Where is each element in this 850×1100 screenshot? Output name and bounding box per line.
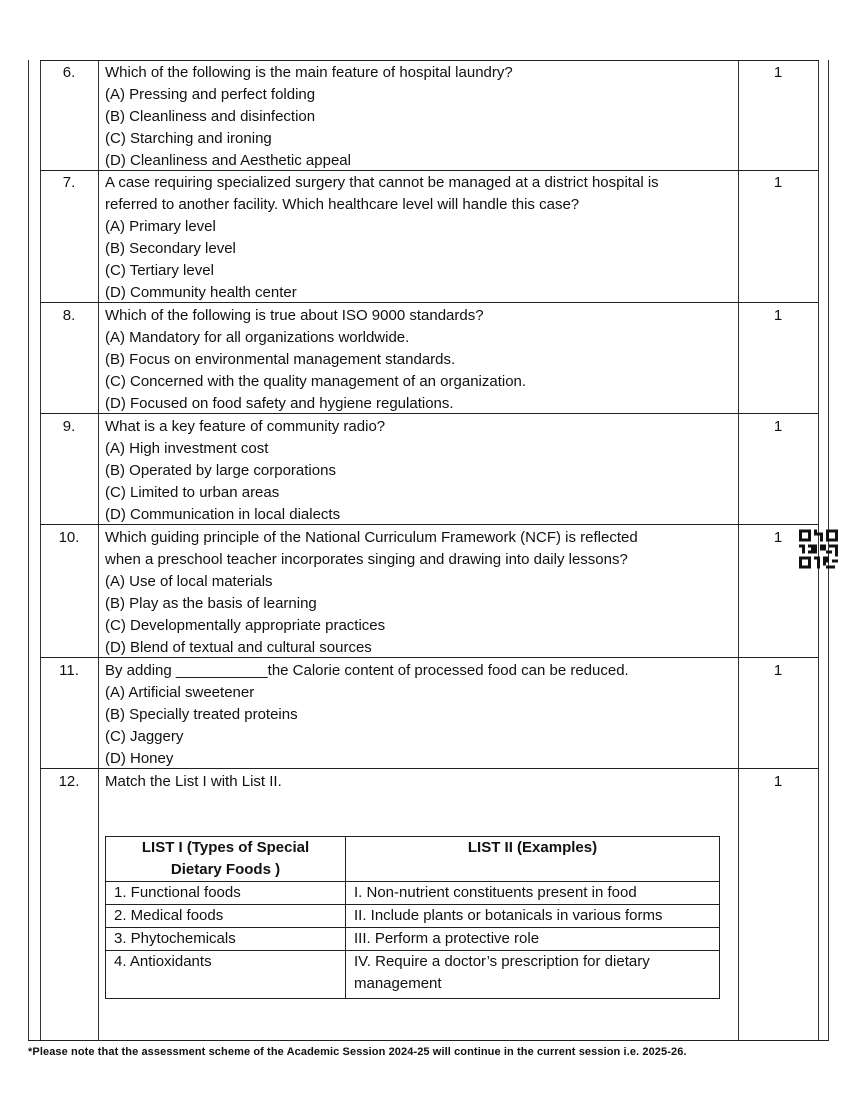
- question-marks: 1: [773, 307, 783, 324]
- question-body: [105, 771, 735, 793]
- option: (B) Cleanliness and disinfection: [105, 108, 316, 125]
- question-text: Which of the following is the main feature of hospital laundry?: [105, 64, 513, 81]
- question-text: A case requiring specialized surgery that cannot be managed at a district hospital is: [105, 174, 659, 191]
- question-row: [40, 303, 818, 414]
- option: (B) Specially treated proteins: [105, 706, 298, 723]
- question-marks: 1: [773, 773, 783, 790]
- question-text-continued: referred to another facility. Which healthcare level will handle this case?: [105, 196, 580, 213]
- list-2-item: III. Perform a protective role: [346, 928, 720, 951]
- option: (B) Focus on environmental management standards.: [105, 351, 456, 368]
- question-text: What is a key feature of community radio?: [105, 418, 386, 435]
- question-marks: 1: [773, 418, 783, 435]
- option: (C) Starching and ironing: [105, 130, 272, 147]
- match-table-row: [106, 905, 720, 928]
- option: (D) Community health center: [105, 284, 297, 301]
- question-text: Which guiding principle of the National Curriculum Framework (NCF) is reflected: [105, 529, 638, 546]
- question-marks: 1: [773, 64, 783, 81]
- option: (B) Play as the basis of learning: [105, 595, 317, 612]
- match-table-row: [106, 882, 720, 905]
- frame-bottom: [28, 1040, 829, 1041]
- option: (C) Developmentally appropriate practices: [105, 617, 386, 634]
- question-row: [40, 170, 818, 303]
- question-body: [105, 305, 735, 415]
- option: (A) Primary level: [105, 218, 216, 235]
- question-number: 8.: [62, 307, 76, 324]
- option: (A) Pressing and perfect folding: [105, 86, 316, 103]
- question-number: 6.: [62, 64, 76, 81]
- list-2-header: LIST II (Examples): [346, 837, 720, 882]
- option: (D) Blend of textual and cultural sources: [105, 639, 372, 656]
- option: (D) Communication in local dialects: [105, 506, 341, 523]
- list-1-item: 3. Phytochemicals: [106, 928, 346, 951]
- option: (D) Honey: [105, 750, 174, 767]
- list-2-item: IV. Require a doctor’s prescription for dietary management: [346, 951, 720, 999]
- option: (C) Tertiary level: [105, 262, 214, 279]
- qr-code-icon: [799, 529, 838, 569]
- footer-note: *Please note that the assessment scheme of the Academic Session 2024-25 will continue in the current session i.e. 2025-26.: [28, 1046, 687, 1058]
- match-table-row: [106, 951, 720, 999]
- match-table: [105, 836, 720, 999]
- question-number: 9.: [62, 418, 76, 435]
- question-row: [40, 658, 818, 769]
- option: (C) Jaggery: [105, 728, 184, 745]
- question-body: [105, 527, 735, 659]
- option: (A) High investment cost: [105, 440, 269, 457]
- list-1-item: 2. Medical foods: [106, 905, 346, 928]
- question-number: 12.: [58, 773, 80, 790]
- question-body: [105, 416, 735, 526]
- match-table-header: [106, 837, 720, 882]
- question-text-continued: when a preschool teacher incorporates singing and drawing into daily lessons?: [105, 551, 628, 568]
- match-table-row: [106, 928, 720, 951]
- option: (D) Cleanliness and Aesthetic appeal: [105, 152, 351, 169]
- question-marks: 1: [773, 529, 783, 546]
- question-row: [40, 525, 818, 658]
- question-row: [40, 60, 818, 171]
- option: (A) Use of local materials: [105, 573, 273, 590]
- frame-left-outer: [28, 60, 29, 1040]
- question-marks: 1: [773, 662, 783, 679]
- question-number: 11.: [59, 662, 79, 679]
- question-marks: 1: [773, 174, 783, 191]
- list-1-item: 1. Functional foods: [106, 882, 346, 905]
- list-2-item: I. Non-nutrient constituents present in food: [346, 882, 720, 905]
- list-1-item: 4. Antioxidants: [106, 951, 346, 999]
- option: (D) Focused on food safety and hygiene regulations.: [105, 395, 454, 412]
- list-1-header: LIST I (Types of Special Dietary Foods ): [106, 837, 346, 882]
- list-2-item: II. Include plants or botanicals in various forms: [346, 905, 720, 928]
- question-body: [105, 172, 735, 304]
- option: (B) Secondary level: [105, 240, 236, 257]
- question-body: [105, 660, 735, 770]
- option: (B) Operated by large corporations: [105, 462, 336, 479]
- option: (A) Mandatory for all organizations worldwide.: [105, 329, 410, 346]
- option: (A) Artificial sweetener: [105, 684, 255, 701]
- question-number: 7.: [62, 174, 76, 191]
- question-text: Match the List I with List II.: [105, 773, 282, 790]
- question-text: By adding ___________the Calorie content of processed food can be reduced.: [105, 662, 629, 679]
- option: (C) Limited to urban areas: [105, 484, 280, 501]
- question-row: [40, 414, 818, 525]
- question-number: 10.: [58, 529, 80, 546]
- option: (C) Concerned with the quality management of an organization.: [105, 373, 527, 390]
- question-text: Which of the following is true about ISO 9000 standards?: [105, 307, 484, 324]
- question-body: [105, 62, 735, 172]
